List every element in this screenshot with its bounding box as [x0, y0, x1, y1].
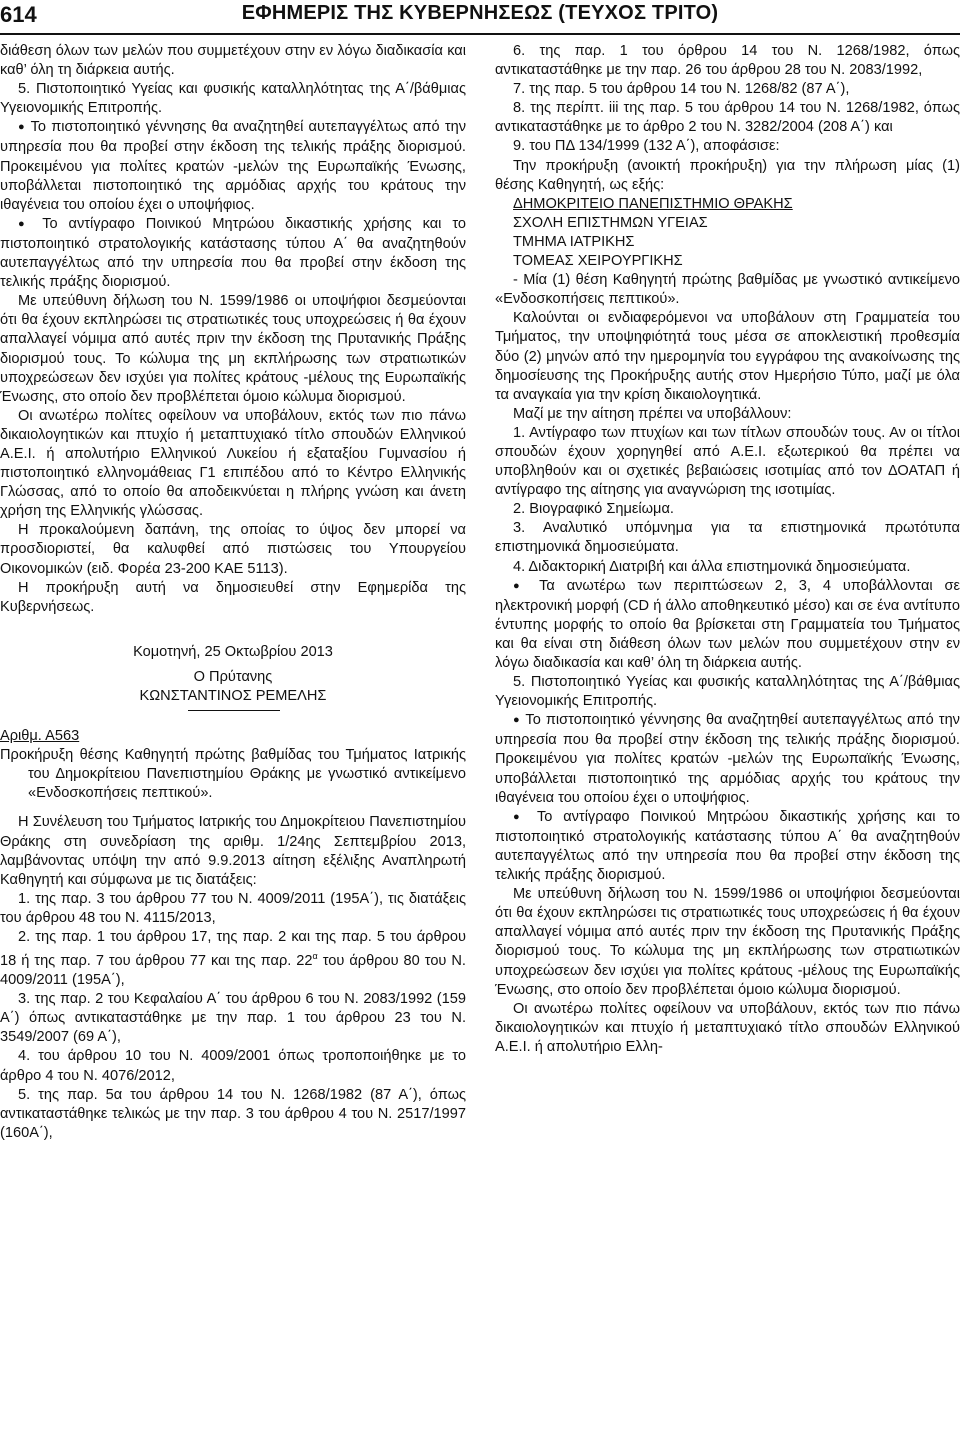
bullet-paragraph	[495, 808, 960, 885]
paragraph: 5. Πιστοποιητικό Υγείας και φυσικής καταλληλότητας της Α΄/βάθμιας Υγειονομικής Επιτροπής.	[0, 81, 466, 117]
list-item: 5. της παρ. 5α του άρθρου 14 του Ν. 1268/1982 (87 Α΄), όπως αντικαταστάθηκε τελικώς με την παρ. 3 του άρθρου 4 του Ν. 2517/1997 (160Α΄),	[0, 1086, 466, 1141]
paragraph: 3. Αναλυτικό υπόμνημα για τα επιστημονικά πρωτότυπα επιστημονικά δημοσιεύματα.	[495, 520, 960, 556]
sector-name: ΤΟΜΕΑΣ ΧΕΙΡΟΥΡΓΙΚΗΣ	[513, 253, 683, 270]
department-name: ΤΜΗΜΑ ΙΑΤΡΙΚΗΣ	[513, 233, 635, 250]
paragraph: 5. Πιστοποιητικό Υγείας και φυσικής καταλληλότητας της Α΄/βάθμιας Υγειονομικής Επιτροπής.	[495, 674, 960, 710]
list-item-text: του άρθρου 80 του Ν. 4009/2011 (195Α΄),	[0, 952, 466, 989]
list-item: 3. της παρ. 2 του Κεφαλαίου Α΄ του άρθρου 6 του Ν. 2083/1992 (159 Α΄) όπως αντικαταστάθηκε με την παρ. 1 του άρθρου 23 του Ν. 3549/2007 (69 Α΄),	[0, 991, 466, 1046]
paragraph: διάθεση όλων των μελών που συμμετέχουν στην εν λόγω διαδικασία και καθ’ όλη τη διάρκεια αυτής.	[0, 43, 466, 79]
notice-title: Προκήρυξη θέσης Καθηγητή πρώτης βαθμίδας του Τμήματος Ιατρικής του Δημοκρίτειου Πανεπιστημίου Θράκης με γνωστικό αντικείμενο «Ενδοσκοπήσεις πεπτικού».	[0, 747, 466, 802]
paragraph: Η Συνέλευση του Τμήματος Ιατρικής του Δημοκρίτειου Πανεπιστημίου Θράκης στη συνεδρίαση της αριθμ. 1/24ης Σεπτεμβρίου 2013, λαμβάνοντας υπόψη την από 9.9.2013 αίτηση εξέλιξης Αναπληρωτή Καθηγητή και σύμφωνα με τις διατάξεις:	[0, 814, 466, 888]
paragraph: - Μία (1) θέση Καθηγητή πρώτης βαθμίδας με γνωστικό αντικείμενο «Ενδοσκοπήσεις πεπτικού».	[495, 272, 960, 308]
paragraph: 2. Βιογραφικό Σημείωμα.	[513, 501, 674, 518]
bullet-icon: ●	[513, 714, 521, 727]
paragraph: 1. Αντίγραφο των πτυχίων και των τίτλων σπουδών τους. Αν οι τίτλοι σπουδών έχουν χορηγηθεί από Α.Ε.Ι. εξωτερικού θα πρέπει να υποβληθούν και οι σχετικές βεβαιώσεις ισοτιμίας από τον ΔΟΑΤΑΠ ή αντίγραφο της αίτησης για αναγνώριση της ισοτιμίας.	[495, 424, 960, 499]
bullet-icon: ●	[18, 121, 26, 134]
school-name: ΣΧΟΛΗ ΕΠΙΣΤΗΜΩΝ ΥΓΕΙΑΣ	[513, 214, 708, 231]
signature-role: Ο Πρύτανης	[193, 668, 273, 685]
bullet-paragraph	[495, 711, 960, 807]
paragraph: Οι ανωτέρω πολίτες οφείλουν να υποβάλουν, εκτός των πιο πάνω δικαιολογητικών και πτυχίο ή μεταπτυχιακό τίτλο σπουδών Ελληνικού Α.Ε.Ι. ή απολυτήριο Ελλη-	[495, 1000, 960, 1055]
list-item: 6. της παρ. 1 του όρθρου 14 του Ν. 1268/1982, όπως αντικαταστάθηκε με την παρ. 26 του άρθρου 28 του Ν. 2083/1992,	[495, 43, 960, 79]
paragraph: 4. Διδακτορική Διατριβή και άλλα επιστημονικά δημοσιεύματα.	[513, 558, 911, 575]
gazette-title: ΕΦΗΜΕΡΙΣ ΤΗΣ ΚΥΒΕΡΝΗΣΕΩΣ (ΤΕΥΧΟΣ ΤΡΙΤΟ)	[241, 2, 719, 24]
superscript: α	[312, 951, 318, 962]
list-item: 9. του ΠΔ 134/1999 (132 Α΄), αποφάσισε:	[513, 138, 780, 155]
bullet-icon: ●	[513, 810, 527, 823]
paragraph: Καλούνται οι ενδιαφερόμενοι να υποβάλουν στη Γραμματεία του Τμήματος, την υποψηφιότητά τους μέσα σε αποκλειστική προθεσμία δύο (2) μηνών από την ημερομηνία του εγγράφου της ανακοίνωσης της δημοσίευσης της Προκήρυξης αυτής στον Ημερήσιο Τύπο, μαζί με όλα τα αναγκαία για την κρίση δικαιολογητικά.	[495, 310, 960, 403]
paragraph: Η προκήρυξη αυτή να δημοσιευθεί στην Εφημερίδα της Κυβερνήσεως.	[0, 579, 466, 615]
list-item: 4. του άρθρου 10 του Ν. 4009/2001 όπως τροποποιήθηκε με το άρθρο 4 του Ν. 4076/2012,	[0, 1048, 466, 1084]
paragraph: Την προκήρυξη (ανοικτή προκήρυξη) για την πλήρωση μίας (1) θέσης Καθηγητή, ως εξής:	[495, 157, 960, 193]
left-column	[0, 42, 466, 1143]
paragraph: Η προκαλούμενη δαπάνη, της οποίας το ύψος δεν μπορεί να προσδιοριστεί, θα καλυφθεί από πιστώσεις του Υπουργείου Οικονομικών (ειδ. Φορέα 23-200 ΚΑΕ 5113).	[0, 522, 466, 577]
bullet-paragraph	[495, 577, 960, 673]
paragraph: Μαζί με την αίτηση πρέπει να υποβάλλουν:	[513, 405, 792, 422]
paragraph-text: Το αντίγραφο Ποινικού Μητρώου δικαστικής χρήσης και το πιστοποιητικό στρατολογικής κατάστασης τύπου Α΄ θα αναζητηθούν αυτεπαγγέλτως από την υπηρεσία που θα προβεί στην έκδοση της τελικής πράξης διορισμού.	[495, 808, 960, 884]
paragraph-text: Το πιστοποιητικό γέννησης θα αναζητηθεί αυτεπαγγέλτως από την υπηρεσία που θα προβεί στην έκδοση της τελικής πράξης διορισμού. Προκειμένου για πολίτες κρατών -μελών της Ευρωπαϊκής Ένωσης, υποβάλλεται πιστοποιητικό της αρμόδιας αρχής του κράτους την ιθαγένεια του οποίου έχει ο υποψήφιος.	[0, 119, 466, 213]
list-item: 1. της παρ. 3 του άρθρου 77 του Ν. 4009/2011 (195Α΄), τις διατάξεις του άρθρου 48 του Ν. 4115/2013,	[0, 890, 466, 926]
list-item-text: 2. της παρ. 1 του άρθρου 17, της παρ. 2 και της παρ. 5 του άρθρου 18 ή της παρ. 7 του άρθρου 77 και της παρ. 22	[0, 929, 466, 969]
bullet-paragraph	[0, 215, 466, 292]
paragraph-text: Το αντίγραφο Ποινικού Μητρώου δικαστικής χρήσης και το πιστοποιητικό στρατολογικής κατάστασης τύπου Α΄ θα αναζητηθούν αυτεπαγγέλτως από την υπηρεσία που θα προβεί στην έκδοση της τελικής πράξης διορισμού.	[0, 215, 466, 291]
bullet-paragraph	[0, 118, 466, 214]
paragraph-text: Τα ανωτέρω των περιπτώσεων 2, 3, 4 υποβάλλονται σε ηλεκτρονική μορφή (CD ή άλλο αποθηκευτικό μέσο) και σε ένα αντίτυπο έντυπης μορφής το οποίο θα βρίσκεται στη Γραμματεία του Τμήματος και θα είναι στη διάθεση όλων των μελών που συμμετέχουν στην εν λόγω διαδικασία και καθ’ όλη τη διάρκεια αυτής.	[495, 577, 960, 671]
right-column	[495, 42, 960, 1057]
list-item: 7. της παρ. 5 του άρθρου 14 του Ν. 1268/82 (87 Α΄),	[513, 81, 850, 98]
signature-place-date: Κομοτηνή, 25 Οκτωβρίου 2013	[133, 643, 333, 660]
paragraph: Με υπεύθυνη δήλωση του Ν. 1599/1986 οι υποψήφιοι δεσμεύονται ότι θα έχουν εκπληρώσει τις στρατιωτικές τους υποχρεώσεις ή θα έχουν απαλλαγεί νόμιμα από αυτές πριν την έκδοση της Πρυτανικής Πράξης διορισμού τους. Το κώλυμα της μη εκπλήρωσης των στρατιωτικών υποχρεώσεων δεν ισχύει για πολίτες κράτους -μέλους της Ευρωπαϊκής Ένωσης, στο οποίο δεν προβλέπεται όμοιο κώλυμα διορισμού.	[0, 293, 466, 405]
signature-name: ΚΩΝΣΤΑΝΤΙΝΟΣ ΡΕΜΕΛΗΣ	[139, 688, 327, 704]
header-rule	[0, 33, 960, 35]
paragraph: Οι ανωτέρω πολίτες οφείλουν να υποβάλουν, εκτός των πιο πάνω δικαιολογητικών και πτυχίο ή μεταπτυχιακό τίτλο σπουδών Ελληνικού Α.Ε.Ι. ή απολυτήριο Ελληνικού Λυκείου ή εξαταξίου Γυμνασίου ή πιστοποιητικό ελληνομάθειας Γ1 επιπέδου από το Κέντρο Ελληνικής Γλώσσας, από το οποίο θα αποδεικνύεται η πλήρης γνώση και άνετη χρήση της Ελληνικής γλώσσας.	[0, 407, 466, 520]
paragraph-text: Το πιστοποιητικό γέννησης θα αναζητηθεί αυτεπαγγέλτως από την υπηρεσία που θα προβεί στην έκδοση της τελικής πράξης διορισμού. Προκειμένου για πολίτες κρατών -μελών της Ευρωπαϊκής Ένωσης, υποβάλλεται πιστοποιητικό της αρμόδιας αρχής του κράτους την ιθαγένεια του οποίου έχει ο υποψήφιος.	[495, 712, 960, 806]
bullet-icon: ●	[18, 217, 32, 230]
list-item	[0, 928, 466, 990]
page-header	[0, 0, 960, 34]
paragraph: Με υπεύθυνη δήλωση του Ν. 1599/1986 οι υποψήφιοι δεσμεύονται ότι θα έχουν εκπληρώσει τις στρατιωτικές τους υποχρεώσεις ή θα έχουν απαλλαγεί νόμιμα από αυτές πριν την έκδοση της Πρυτανικής Πράξης διορισμού τους. Το κώλυμα της μη εκπλήρωσης των στρατιωτικών υποχρεώσεων δεν ισχύει για πολίτες κράτους -μέλους της Ευρωπαϊκής Ένωσης, στο οποίο δεν προβλέπεται όμοιο κώλυμα διορισμού.	[495, 886, 960, 998]
bullet-icon: ●	[513, 579, 528, 592]
page-number: 614	[0, 2, 37, 27]
list-item: 8. της περίπτ. iii της παρ. 5 του άρθρου 14 του Ν. 1268/1982, όπως αντικαταστάθηκε με το άρθρο 2 του Ν. 3282/2004 (208 Α΄) και	[495, 100, 960, 136]
university-name: ΔΗΜΟΚΡΙΤΕΙΟ ΠΑΝΕΠΙΣΤΗΜΙΟ ΘΡΑΚΗΣ	[513, 195, 793, 212]
decision-number: Αριθμ. Α563	[0, 728, 80, 745]
